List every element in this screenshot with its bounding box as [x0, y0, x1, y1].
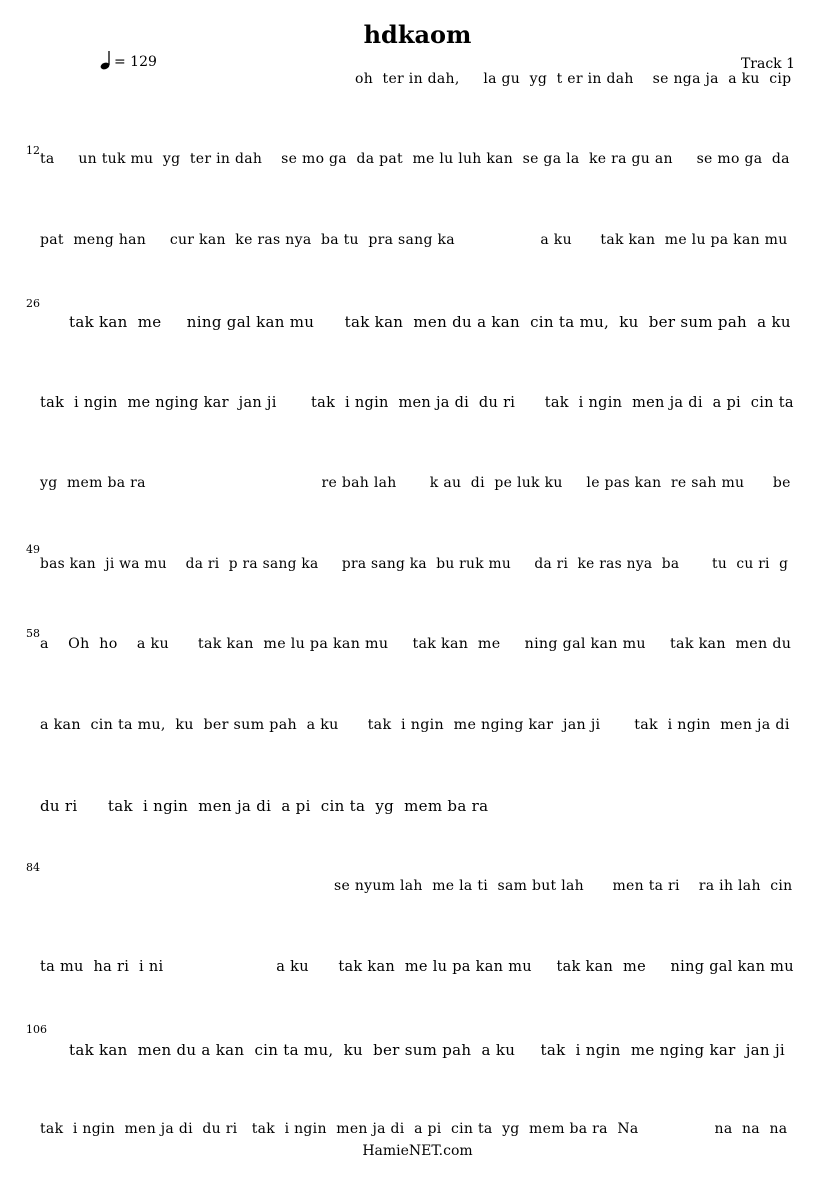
lyric-line: se nyum lah me la ti sam but lah men ta ri ra ih lah cin — [334, 878, 793, 894]
measure-number: 26 — [26, 297, 40, 310]
lyric-line: oh ter in dah, la gu yg t er in dah se nga ja a ku cip — [355, 71, 792, 87]
track-label: Track 1 — [740, 56, 795, 72]
lyric-line: tak kan men du a kan cin ta mu, ku ber sum pah a ku tak i ngin me nging kar jan ji — [69, 1041, 785, 1059]
lyric-line: du ri tak i ngin men ja di a pi cin ta yg mem ba ra — [40, 797, 489, 815]
lyric-line: pat meng han cur kan ke ras nya ba tu pra sang ka a ku tak kan me lu pa kan mu — [40, 232, 788, 248]
measure-number: 106 — [26, 1023, 47, 1036]
measure-number: 84 — [26, 861, 40, 874]
lyric-line: tak kan me ning gal kan mu tak kan men du a kan cin ta mu, ku ber sum pah a ku — [69, 313, 791, 331]
lyric-line: ta mu ha ri i ni a ku tak kan me lu pa kan mu tak kan me ning gal kan mu — [40, 959, 794, 975]
tempo-marking — [100, 50, 157, 70]
lyric-line: tak i ngin men ja di du ri tak i ngin men ja di a pi cin ta yg mem ba ra Na na na na — [40, 1121, 788, 1137]
quarter-note-icon — [100, 50, 114, 70]
lyric-line: a kan cin ta mu, ku ber sum pah a ku tak i ngin me nging kar jan ji tak i ngin men ja di — [40, 717, 790, 733]
measure-number: 58 — [26, 627, 40, 640]
measure-number: 12 — [26, 144, 40, 157]
footer-credit: HamieNET.com — [362, 1143, 473, 1159]
lyric-line: bas kan ji wa mu da ri p ra sang ka pra sang ka bu ruk mu da ri ke ras nya ba tu cu ri g — [40, 556, 789, 572]
song-title: hdkaom — [363, 20, 472, 49]
measure-number: 49 — [26, 543, 40, 556]
lyric-line: tak i ngin me nging kar jan ji tak i ngin men ja di du ri tak i ngin men ja di a pi cin ta — [40, 395, 794, 411]
lyric-line: a Oh ho a ku tak kan me lu pa kan mu tak kan me ning gal kan mu tak kan men du — [40, 636, 792, 652]
lyric-line: ta un tuk mu yg ter in dah se mo ga da pat me lu luh kan se ga la ke ra gu an se mo ga da — [40, 151, 790, 167]
tempo-value: = 129 — [114, 54, 157, 70]
lyric-line: yg mem ba ra re bah lah k au di pe luk ku le pas kan re sah mu be — [40, 475, 791, 491]
